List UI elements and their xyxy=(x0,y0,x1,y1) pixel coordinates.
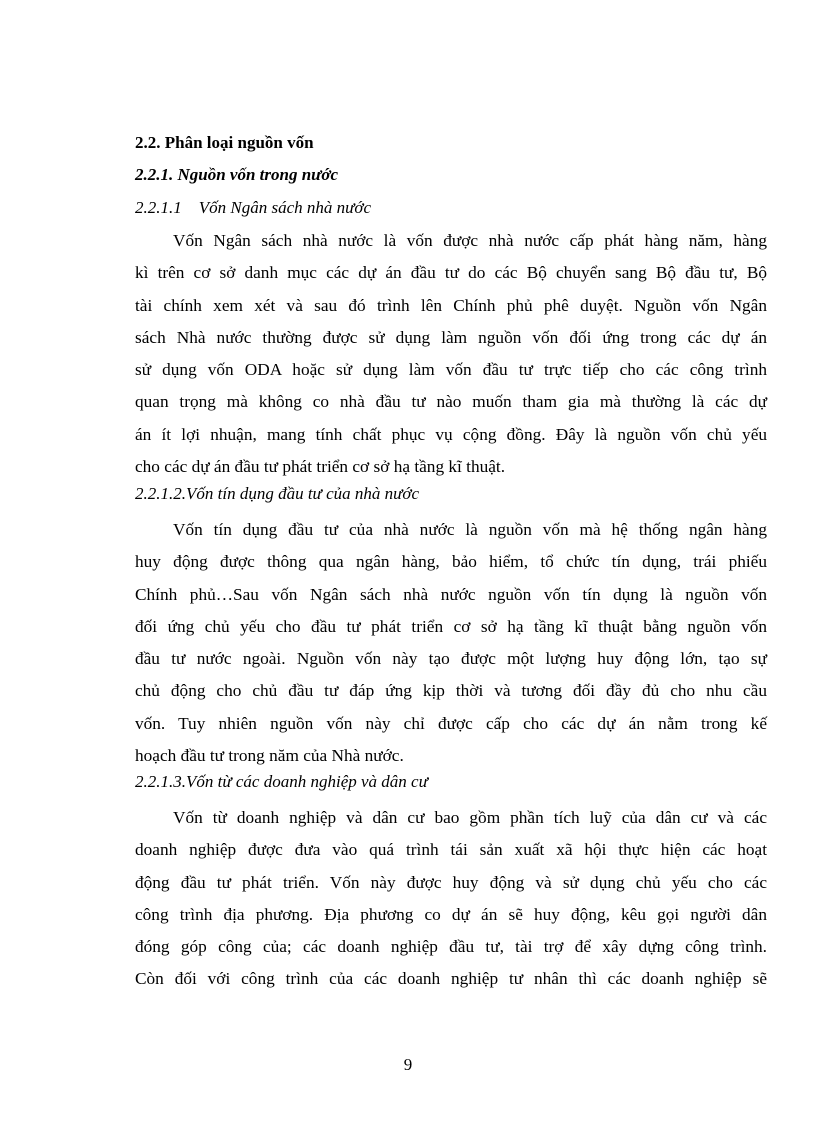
text-line: hoạch đầu tư trong năm của Nhà nước. xyxy=(135,746,404,766)
text-line: động đầu tư phát triển. Vốn này được huy động và sử dụng chủ yếu cho các xyxy=(135,872,767,892)
text-line: án ít lợi nhuận, mang tính chất phục vụ cộng đồng. Đây là nguồn vốn chủ yếu xyxy=(135,424,767,444)
paragraph-1 xyxy=(135,225,767,483)
subsection-heading: 2.2.1. Nguồn vốn trong nước xyxy=(135,165,339,184)
text-line: sách Nhà nước thường được sử dụng làm nguồn vốn đối ứng trong các dự án xyxy=(135,327,767,347)
text-line: công trình địa phương. Địa phương co dự án sẽ huy động, kêu gọi người dân xyxy=(135,904,767,924)
item-heading-2: 2.2.1.2.Vốn tín dụng đầu tư của nhà nước xyxy=(135,484,420,503)
text-line: sử dụng vốn ODA hoặc sử dụng làm vốn đầu tư trực tiếp cho các công trình xyxy=(135,360,767,380)
text-line: đầu tư nước ngoài. Nguồn vốn này tạo được một lượng huy động lớn, tạo sự xyxy=(135,649,767,669)
paragraph-3 xyxy=(135,802,767,996)
section-heading: 2.2. Phân loại nguồn vốn xyxy=(135,133,314,152)
text-line: Chính phủ…Sau vốn Ngân sách nhà nước nguồn vốn tín dụng là nguồn vốn xyxy=(135,584,767,604)
text-line: vốn. Tuy nhiên nguồn vốn này chỉ được cấp cho các dự án nằm trong kế xyxy=(135,713,767,733)
page-number: 9 xyxy=(403,1055,413,1074)
paragraph-2 xyxy=(135,514,767,772)
item-heading-1: 2.2.1.1 Vốn Ngân sách nhà nước xyxy=(135,198,372,217)
text-line: kì trên cơ sở danh mục các dự án đầu tư do các Bộ chuyển sang Bộ đầu tư, Bộ xyxy=(135,263,767,283)
text-line: doanh nghiệp được đưa vào quá trình tái sản xuất xã hội thực hiện các hoạt xyxy=(135,840,767,860)
text-line: đối ứng chủ yếu cho đầu tư phát triển cơ sở hạ tầng kĩ thuật bằng nguồn vốn xyxy=(135,616,767,636)
item-heading-3: 2.2.1.3.Vốn từ các doanh nghiệp và dân cư xyxy=(135,772,428,791)
text-line: huy động được thông qua ngân hàng, bảo hiểm, tổ chức tín dụng, trái phiếu xyxy=(135,552,767,572)
text-line: chủ động cho chủ đầu tư đáp ứng kịp thời và tương đối đầy đủ cho nhu cầu xyxy=(135,681,767,701)
text-line: Vốn tín dụng đầu tư của nhà nước là nguồn vốn mà hệ thống ngân hàng xyxy=(173,520,767,539)
text-line: Còn đối với công trình của các doanh nghiệp tư nhân thì các doanh nghiệp sẽ xyxy=(135,969,767,989)
text-line: quan trọng mà không co nhà đầu tư nào muốn tham gia mà thường là các dự xyxy=(135,392,767,412)
text-line: Vốn Ngân sách nhà nước là vốn được nhà nước cấp phát hàng năm, hàng xyxy=(173,231,767,250)
text-line: cho các dự án đầu tư phát triển cơ sở hạ tầng kĩ thuật. xyxy=(135,457,506,477)
text-line: tài chính xem xét và sau đó trình lên Chính phủ phê duyệt. Nguồn vốn Ngân xyxy=(135,295,767,315)
text-line: đóng góp công của; các doanh nghiệp đầu tư, tài trợ để xây dựng công trình. xyxy=(135,937,767,957)
text-line: Vốn từ doanh nghiệp và dân cư bao gồm phần tích luỹ của dân cư và các xyxy=(173,808,767,827)
